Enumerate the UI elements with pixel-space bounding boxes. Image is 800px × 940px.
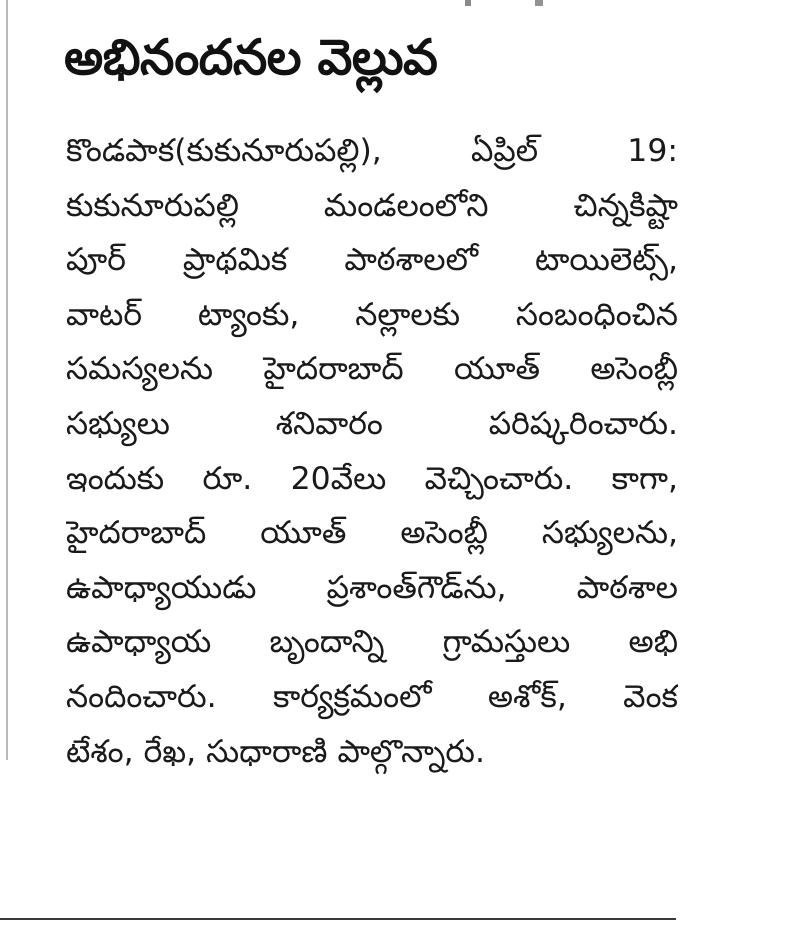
article-line-11: నందించారు. కార్యక్రమంలో అశోక్, వెంక: [66, 678, 678, 715]
article-line-7: ఇందుకు రూ. 20వేలు వెచ్చించారు. కాగా,: [66, 460, 678, 497]
bottom-rule: [0, 918, 676, 920]
article-line-12: టేశం, రేఖ, సుధారాణి పాల్గొన్నారు.: [66, 733, 485, 770]
article-body: [66, 124, 678, 779]
article-line-4: వాటర్ ట్యాంకు, నల్లాలకు సంబంధించిన: [66, 296, 678, 333]
article-line-6: సభ్యులు శనివారం పరిష్కరించారు.: [66, 405, 678, 442]
column-rule: [6, 0, 8, 760]
article-line-8: హైదరాబాద్ యూత్ అసెంబ్లీ సభ్యులను,: [66, 515, 678, 552]
article-line-2: కుకునూరుపల్లి మండలంలోని చిన్నకిష్టా: [66, 187, 678, 224]
article-line-9: ఉపాధ్యాయుడు ప్రశాంత్‌గౌడ్‌ను, పాఠశాల: [66, 569, 678, 606]
article-line-10: ఉపాధ్యాయ బృందాన్ని గ్రామస్తులు అభి: [66, 624, 678, 661]
clipped-text-fragment: [455, 0, 595, 6]
article-line-3: పూర్ ప్రాథమిక పాఠశాలలో టాయిలెట్స్,: [66, 242, 678, 279]
article-line-1: కొండపాక(కుకునూరుపల్లి), ఏప్రిల్ 19:: [66, 133, 678, 169]
article-line-5: సమస్యలను హైదరాబాద్ యూత్ అసెంబ్లీ: [66, 351, 678, 388]
article-headline: అభినందనల వెల్లువ: [64, 29, 438, 86]
